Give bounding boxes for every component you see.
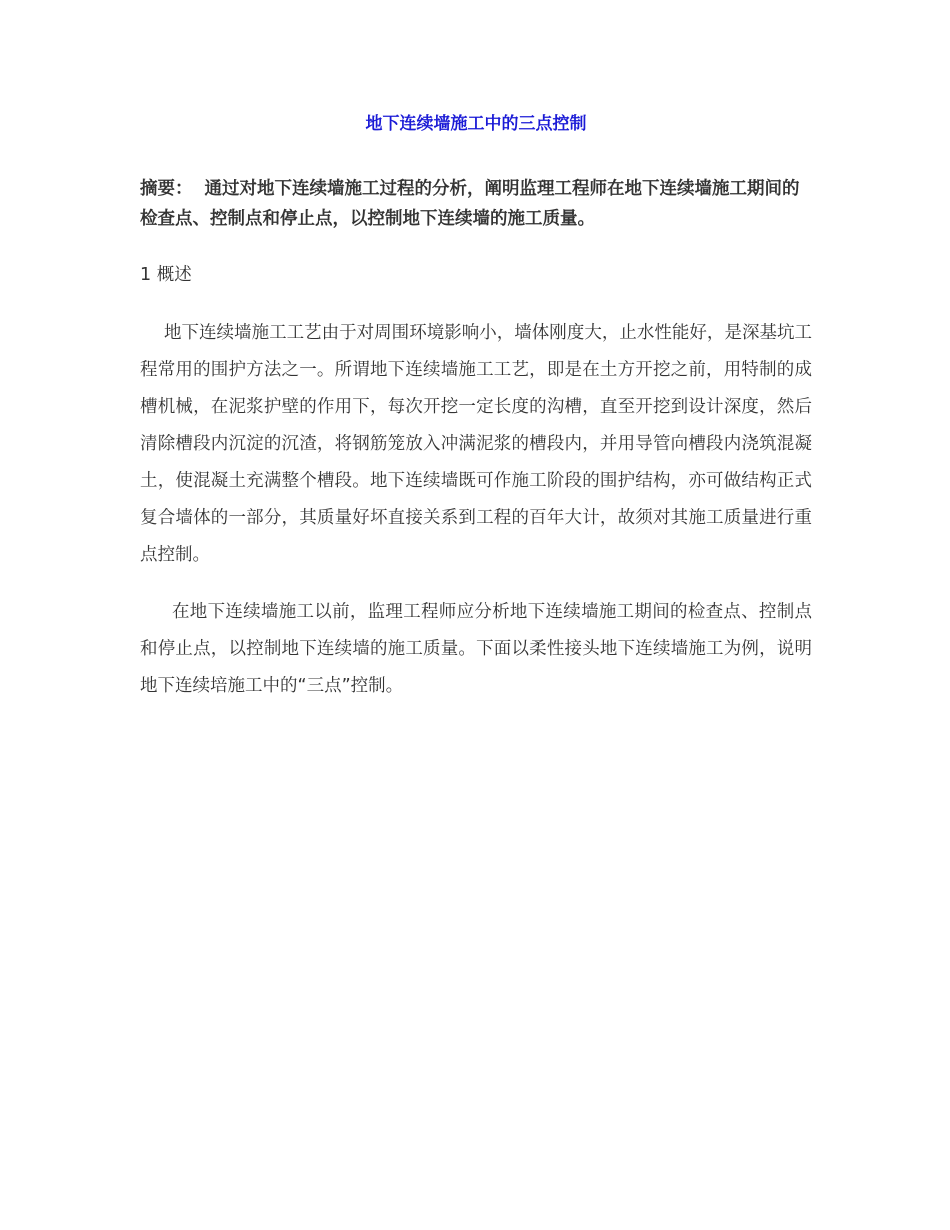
section-heading: 1 概述 (140, 265, 192, 285)
abstract-text: 通过对地下连续墙施工过程的分析，阐明监理工程师在地下连续墙施工期间的检查点、控制点和停止点，以控制地下连续墙的施工质量。 (140, 179, 800, 229)
body-paragraph: 在地下连续墙施工以前，监理工程师应分析地下连续墙施工期间的检查点、控制点和停止点，以控制地下连续墙的施工质量。下面以柔性接头地下连续墙施工为例，说明地下连续培施工中的“三点”控制。 (140, 602, 812, 696)
document-title: 地下连续墙施工中的三点控制 (365, 114, 587, 134)
abstract-label: 摘要： (140, 179, 193, 199)
body-paragraph: 地下连续墙施工工艺由于对周围环境影响小，墙体刚度大，止水性能好，是深基坑工程常用的围护方法之一。所谓地下连续墙施工工艺，即是在土方开挖之前，用特制的成槽机械，在泥浆护壁的作用下，每次开挖一定长度的沟槽，直至开挖到设计深度，然后清除槽段内沉淀的沉渣，将钢筋笼放入冲满泥浆的槽段内，并用导管向槽段内浇筑混凝土，使混凝土充满整个槽段。地下连续墙既可作施工阶段的围护结构，亦可做结构正式复合墙体的一部分，其质量好坏直接关系到工程的百年大计，故须对其施工质量进行重点控制。 (140, 323, 812, 565)
abstract-block (140, 174, 812, 234)
